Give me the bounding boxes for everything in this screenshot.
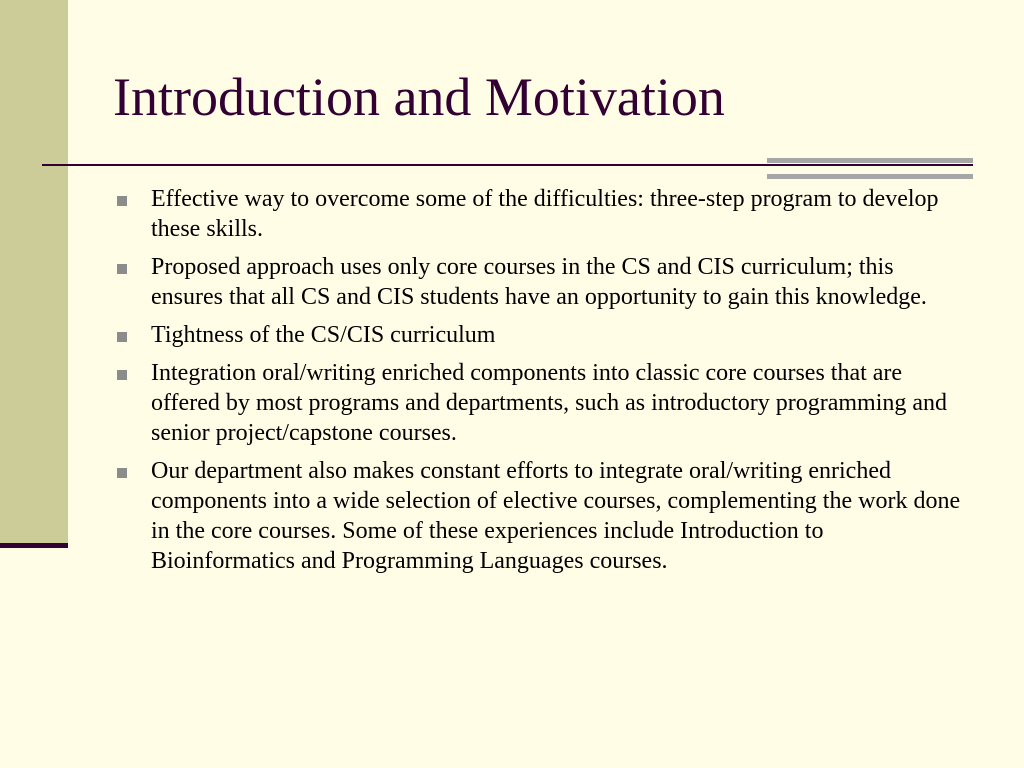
bullet-text: Effective way to overcome some of the difficulties: three-step program to develop these skills. bbox=[151, 186, 939, 242]
bullet-text: Tightness of the CS/CIS curriculum bbox=[151, 322, 496, 348]
bullet-item bbox=[117, 456, 967, 576]
square-bullet-icon bbox=[117, 332, 127, 342]
left-band-divider bbox=[0, 543, 68, 548]
bullet-text: Our department also makes constant efforts to integrate oral/writing enriched components into a wide selection of elective courses, complementing the work done in the core courses. Some of these experiences include Introduction to Bioinformatics and Programming Languages courses. bbox=[151, 458, 961, 574]
accent-bar-top bbox=[767, 158, 973, 163]
square-bullet-icon bbox=[117, 468, 127, 478]
bullet-list bbox=[117, 184, 967, 584]
bullet-item bbox=[117, 184, 967, 244]
square-bullet-icon bbox=[117, 370, 127, 380]
bullet-item bbox=[117, 252, 967, 312]
slide-title: Introduction and Motivation bbox=[113, 67, 725, 127]
bullet-text: Proposed approach uses only core courses in the CS and CIS curriculum; this ensures that all CS and CIS students have an opportunity to gain this knowledge. bbox=[151, 254, 927, 310]
square-bullet-icon bbox=[117, 196, 127, 206]
bullet-item bbox=[117, 320, 967, 350]
left-decorative-band bbox=[0, 0, 68, 545]
bullet-item bbox=[117, 358, 967, 448]
bullet-text: Integration oral/writing enriched components into classic core courses that are offered by most programs and departments, such as introductory programming and senior project/capstone courses. bbox=[151, 360, 948, 446]
accent-bar-bottom bbox=[767, 174, 973, 179]
square-bullet-icon bbox=[117, 264, 127, 274]
title-divider bbox=[42, 164, 973, 166]
